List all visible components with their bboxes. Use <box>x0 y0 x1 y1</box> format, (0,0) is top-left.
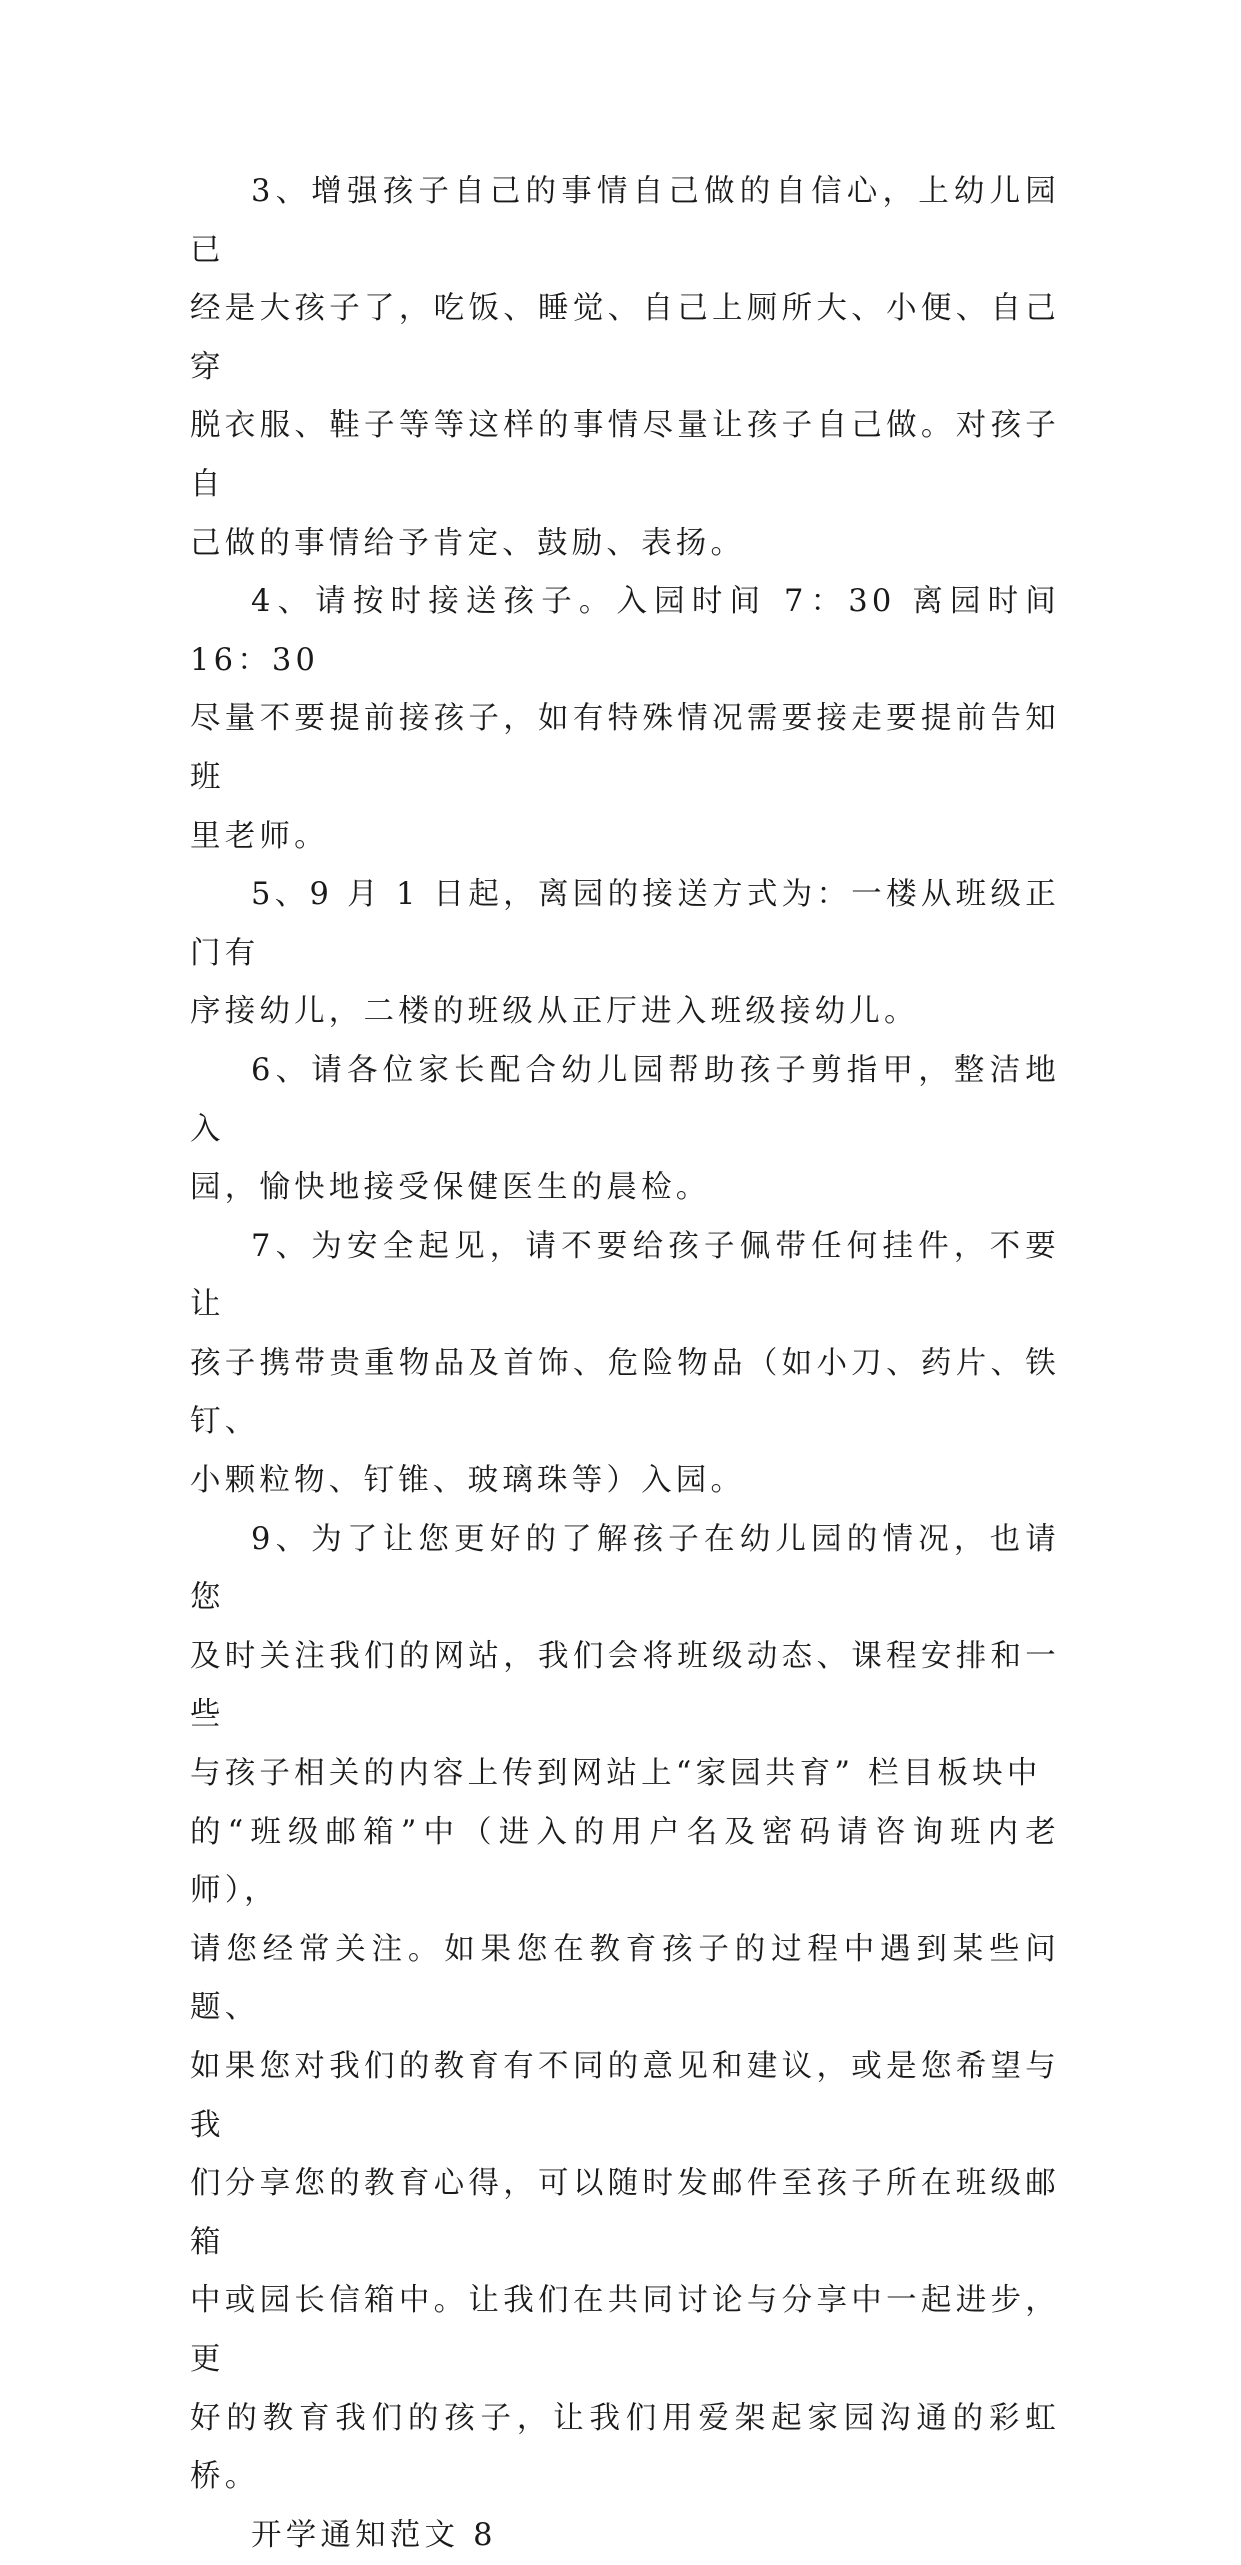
paragraph-4 <box>190 573 1060 866</box>
text-line: 里老师。 <box>190 818 329 854</box>
text-line: 9、为了让您更好的了解孩子在幼儿园的情况，也请您 <box>190 1521 1060 1616</box>
text-line: 经是大孩子了，吃饭、睡觉、自己上厕所大、小便、自己穿 <box>190 291 1060 385</box>
text-line: 4、请按时接送孩子。入园时间 7：30 离园时间 16：30 <box>190 584 1060 678</box>
paragraph-6 <box>190 1042 1060 1218</box>
text-line: 如果您对我们的教育有不同的意见和建议，或是您希望与我 <box>190 2049 1060 2143</box>
paragraph-7 <box>190 1218 1060 1511</box>
text-line: 孩子携带贵重物品及首饰、危险物品（如小刀、药片、铁钉、 <box>190 1345 1060 1440</box>
text-line: 园，愉快地接受保健医生的晨检。 <box>190 1170 711 1206</box>
text-line: 请您经常关注。如果您在教育孩子的过程中遇到某些问题、 <box>190 1931 1060 2026</box>
paragraph-5 <box>190 866 1060 1042</box>
text-line: 7、为安全起见，请不要给孩子佩带任何挂件，不要让 <box>190 1228 1060 1323</box>
document-body <box>190 163 1060 2565</box>
paragraph-9 <box>190 1511 1060 2507</box>
text-line: 及时关注我们的网站，我们会将班级动态、课程安排和一些 <box>190 1638 1060 1733</box>
paragraph-3 <box>190 163 1060 573</box>
text-line: 中或园长信箱中。让我们在共同讨论与分享中一起进步，更 <box>190 2283 1060 2377</box>
text-line: 3、增强孩子自己的事情自己做的自信心，上幼儿园已 <box>190 174 1060 268</box>
text-line: 小颗粒物、钉锥、玻璃珠等）入园。 <box>190 1463 746 1499</box>
text-line: 们分享您的教育心得，可以随时发邮件至孩子所在班级邮箱 <box>190 2166 1060 2260</box>
text-line: 5、9 月 1 日起，离园的接送方式为：一楼从班级正门有 <box>190 877 1060 971</box>
text-line: 脱衣服、鞋子等等这样的事情尽量让孩子自己做。对孩子自 <box>190 408 1060 502</box>
text-line: 序接幼儿，二楼的班级从正厅进入班级接幼儿。 <box>190 994 919 1030</box>
text-line: 与孩子相关的内容上传到网站上“家园共育” 栏目板块中 <box>190 1756 1042 1792</box>
text-line: 尽量不要提前接孩子，如有特殊情况需要接走要提前告知班 <box>190 701 1060 795</box>
text-line: 好的教育我们的孩子，让我们用爱架起家园沟通的彩虹桥。 <box>190 2400 1060 2495</box>
section-heading: 开学通知范文 8 <box>251 2517 497 2553</box>
text-line: 的“班级邮箱”中（进入的用户名及密码请咨询班内老师）， <box>190 1814 1060 1909</box>
text-line: 己做的事情给予肯定、鼓励、表扬。 <box>190 525 746 561</box>
text-line: 6、请各位家长配合幼儿园帮助孩子剪指甲，整洁地入 <box>190 1052 1060 1147</box>
